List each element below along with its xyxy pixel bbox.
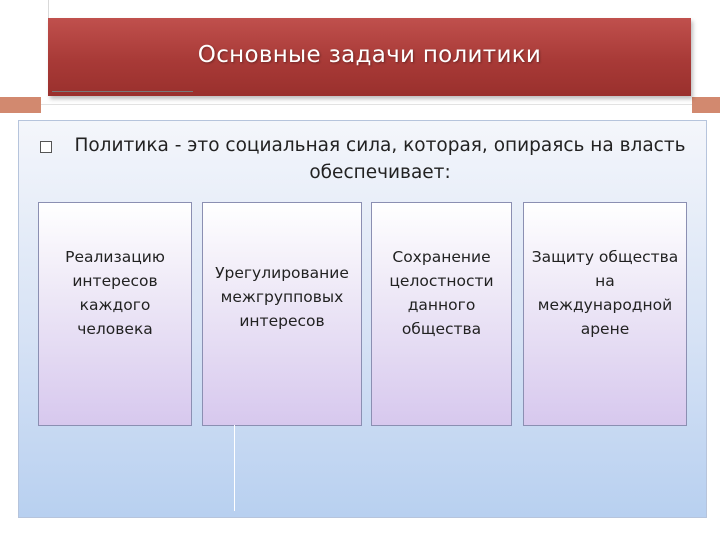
slide-title: Основные задачи политики [197,42,542,68]
square-bullet-icon [40,141,52,153]
decorative-guide-line [234,425,235,511]
task-card-label: Реализацию интересов каждого человека [65,248,165,338]
decorative-rule-horizontal [0,104,720,105]
decorative-accent-right [692,97,720,113]
task-card-label: Сохранение целостности данного общества [389,248,494,338]
title-bar [48,18,691,96]
task-card-1 [38,202,192,426]
task-card-2 [202,202,362,426]
task-card-3 [371,202,512,426]
task-card-4 [523,202,687,426]
decorative-accent-left [0,97,41,113]
task-card-label: Урегулирование межгрупповых интересов [215,264,349,330]
title-underline [52,91,193,92]
bullet-text: Политика - это социальная сила, которая, опираясь на власть обеспечивает: [74,135,686,183]
task-card-label: Защиту общества на международной арене [531,248,679,338]
